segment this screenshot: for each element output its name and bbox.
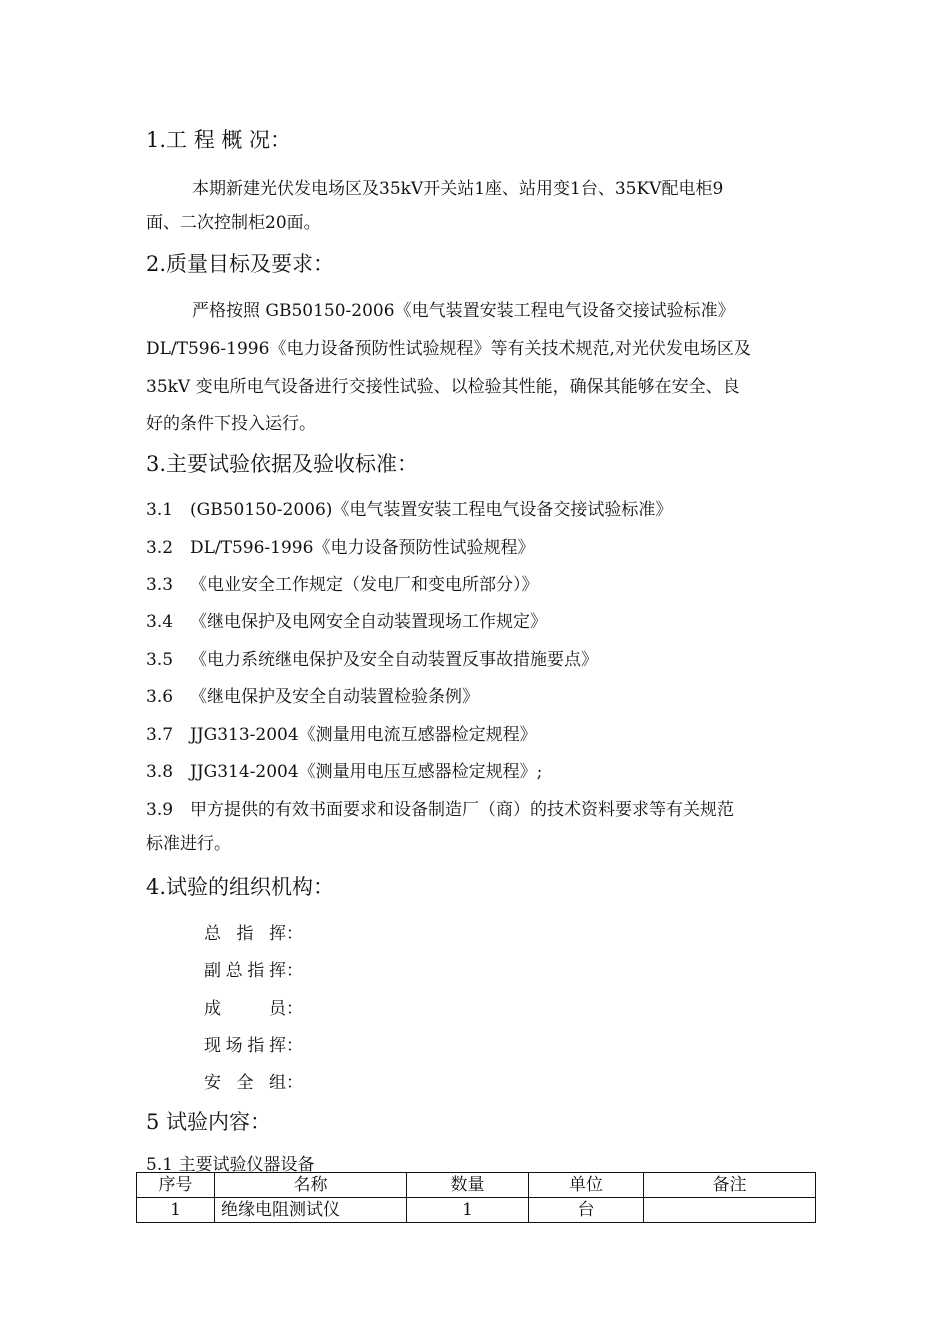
reference-text: 《继电保护及安全自动装置检验条例》 [190, 687, 479, 707]
reference-number: 3.5 [146, 650, 174, 670]
table-cell: 1 [407, 1198, 529, 1223]
reference-number: 3.8 [146, 762, 174, 782]
org-role-colon: ： [286, 1036, 303, 1056]
org-role [204, 1031, 303, 1056]
column-header: 单位 [529, 1173, 644, 1198]
reference-number: 3.6 [146, 687, 174, 707]
column-header: 备注 [644, 1173, 816, 1198]
reference-item [146, 533, 534, 558]
reference-text: DL/T596-1996《电力设备预防性试验规程》 [190, 538, 535, 558]
org-role-label: 安全组 [204, 1073, 286, 1093]
org-role-colon: ： [286, 999, 303, 1019]
reference-item [146, 720, 537, 745]
reference-item [146, 795, 734, 820]
table-cell: 绝缘电阻测试仪 [215, 1198, 407, 1223]
reference-item [146, 570, 539, 595]
org-role [204, 1068, 303, 1093]
paragraph-line: 严格按照 GB50150-2006《电气装置安装工程电气设备交接试验标准》 [192, 301, 735, 321]
org-role-colon: ： [286, 924, 303, 944]
paragraph-line: DL/T596-1996《电力设备预防性试验规程》等有关技术规范,对光伏发电场区及 [146, 339, 751, 359]
section-4-title: 4.试验的组织机构： [146, 875, 335, 899]
section-1-title: 1.工 程 概 况： [146, 128, 292, 152]
org-role-colon: ： [286, 961, 303, 981]
org-role-label: 现场指挥 [204, 1036, 286, 1056]
reference-number: 3.7 [146, 725, 174, 745]
section-5-title: 5 试验内容： [146, 1110, 272, 1134]
table-header-row [137, 1173, 816, 1198]
reference-text: 甲方提供的有效书面要求和设备制造厂（商）的技术资料要求等有关规范 [190, 800, 734, 820]
org-role [204, 994, 303, 1019]
reference-item [146, 682, 479, 707]
table-cell [644, 1198, 816, 1223]
reference-text: 《电业安全工作规定（发电厂和变电所部分）》 [190, 575, 539, 595]
paragraph-line: 本期新建光伏发电场区及35kV开关站1座、站用变1台、35KV配电柜9 [192, 179, 724, 199]
reference-continuation: 标准进行。 [146, 834, 231, 854]
reference-number: 3.2 [146, 538, 174, 558]
org-role-colon: ： [286, 1073, 303, 1093]
paragraph-line: 好的条件下投入运行。 [146, 414, 316, 434]
reference-number: 3.4 [146, 612, 174, 632]
table-cell: 台 [529, 1198, 644, 1223]
paragraph-line: 面、二次控制柜20面。 [146, 213, 321, 233]
reference-text: JJG313-2004《测量用电流互感器检定规程》 [190, 725, 537, 745]
reference-text: (GB50150-2006)《电气装置安装工程电气设备交接试验标准》 [190, 500, 673, 520]
paragraph-line: 35kV 变电所电气设备进行交接性试验、以检验其性能，确保其能够在安全、良 [146, 377, 740, 397]
reference-item [146, 757, 542, 782]
table-row [137, 1198, 816, 1223]
equipment-table [136, 1172, 816, 1223]
org-role-label: 成员 [204, 999, 286, 1019]
reference-number: 3.3 [146, 575, 174, 595]
reference-text: JJG314-2004《测量用电压互感器检定规程》; [190, 762, 543, 782]
org-role [204, 919, 303, 944]
org-role-label: 副总指挥 [204, 961, 286, 981]
section-3-title: 3.主要试验依据及验收标准： [146, 452, 419, 476]
org-role-label: 总指挥 [204, 924, 286, 944]
section-2-title: 2.质量目标及要求： [146, 252, 335, 276]
column-header: 序号 [137, 1173, 215, 1198]
reference-item [146, 495, 672, 520]
reference-number: 3.1 [146, 500, 174, 520]
reference-item [146, 607, 547, 632]
reference-text: 《电力系统继电保护及安全自动装置反事故措施要点》 [190, 650, 598, 670]
table-cell: 1 [137, 1198, 215, 1223]
reference-text: 《继电保护及电网安全自动装置现场工作规定》 [190, 612, 547, 632]
column-header: 数量 [407, 1173, 529, 1198]
table-caption: 5.1 主要试验仪器设备 [146, 1155, 315, 1175]
reference-item [146, 645, 598, 670]
reference-number: 3.9 [146, 800, 174, 820]
column-header: 名称 [215, 1173, 407, 1198]
org-role [204, 956, 303, 981]
